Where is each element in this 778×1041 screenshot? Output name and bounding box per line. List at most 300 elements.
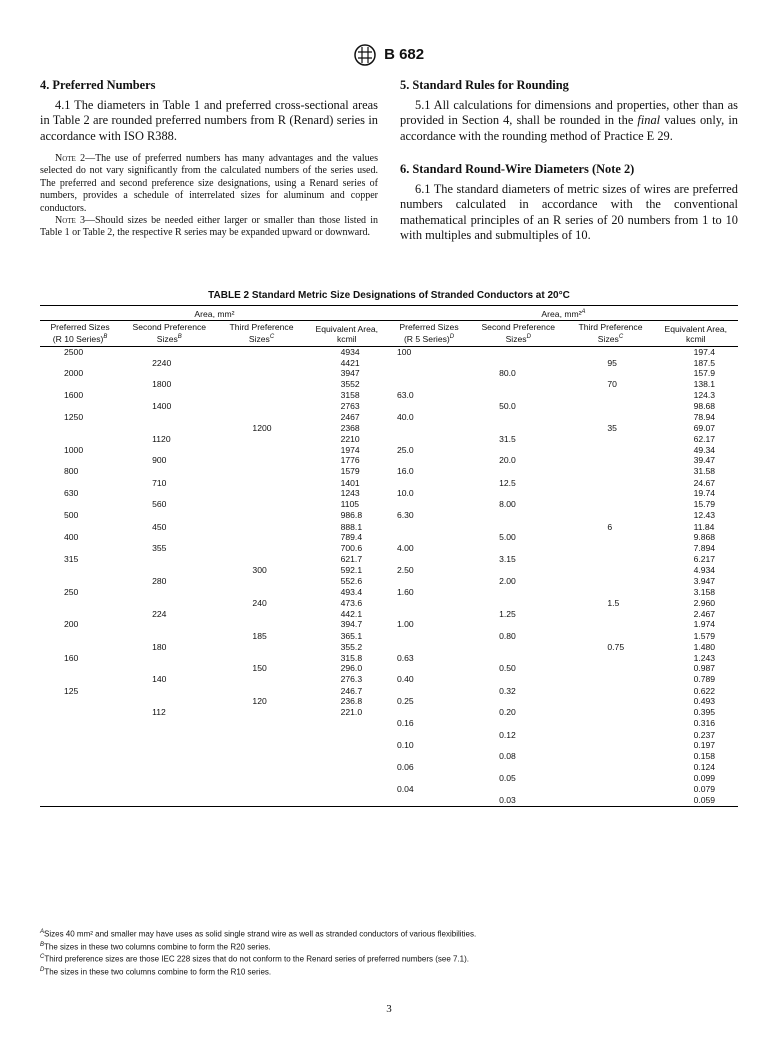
table-cell: 0.622	[693, 685, 716, 696]
table-cell: 8.00	[499, 499, 516, 510]
table-cell	[40, 609, 120, 620]
table-cell	[40, 795, 120, 806]
table-footnotes	[40, 927, 738, 978]
table-cell	[40, 696, 120, 707]
table-cell: 69.07	[693, 423, 716, 433]
table-row	[40, 696, 738, 707]
table-cell	[218, 445, 304, 456]
table-cell	[567, 587, 653, 598]
table-cell	[567, 401, 653, 412]
table-cell	[120, 423, 218, 434]
table-cell	[120, 368, 218, 379]
table-cell: 1.25	[499, 608, 516, 619]
table-cell	[120, 510, 218, 522]
table-row	[40, 631, 738, 642]
table-cell: 394.7	[340, 619, 363, 630]
table-row	[40, 565, 738, 577]
table-cell: 11.84	[693, 521, 715, 532]
table-cell	[120, 598, 218, 609]
right-column	[400, 78, 738, 244]
table-cell	[120, 718, 218, 730]
table-cell: 4934	[340, 346, 360, 357]
table-cell	[567, 499, 653, 510]
col-header-sup: D	[449, 333, 455, 340]
table-cell: 3552	[340, 379, 360, 390]
table-cell	[120, 412, 218, 424]
table-cell	[469, 565, 567, 577]
table-row	[40, 390, 738, 401]
table-cell	[120, 730, 218, 741]
table-cell	[567, 390, 653, 401]
table-cell	[40, 543, 120, 554]
table-cell	[120, 784, 218, 795]
table-cell: 2.50	[396, 564, 414, 575]
table-cell: 0.05	[499, 773, 516, 784]
table-cell: 276.3	[340, 674, 363, 685]
table-cell	[469, 379, 567, 390]
table-cell: 0.25	[396, 696, 414, 707]
table-cell	[120, 390, 218, 401]
section-6-heading: 6. Standard Round-Wire Diameters (Note 2)	[400, 162, 635, 176]
table-cell: 3947	[340, 368, 360, 379]
table-cell	[389, 358, 469, 369]
table-cell: 400	[64, 532, 79, 543]
table-cell: 180	[152, 641, 167, 652]
col-header-sup: C	[269, 333, 275, 340]
table-row	[40, 730, 738, 741]
table-cell	[120, 631, 218, 642]
table-cell: 200	[64, 619, 79, 630]
table-cell: 2000	[64, 368, 84, 379]
table-cell: 49.34	[693, 444, 716, 455]
table-cell: 800	[64, 466, 79, 477]
table-cell: 1400	[152, 400, 172, 411]
col-header	[654, 320, 738, 346]
table-row	[40, 358, 738, 369]
table-cell	[218, 773, 304, 784]
page-number: 3	[386, 1003, 392, 1015]
table-cell	[40, 401, 120, 412]
table-cell: 35	[607, 423, 617, 433]
table-cell	[40, 423, 120, 434]
table-cell: 6	[607, 521, 613, 532]
table-cell	[469, 784, 567, 795]
table-cell	[567, 686, 653, 697]
table-cell	[567, 368, 653, 379]
table-cell	[40, 740, 120, 751]
table-cell: 2763	[340, 400, 360, 411]
table-cell: 3.15	[499, 553, 516, 564]
table-cell	[120, 740, 218, 751]
table-cell: 95	[607, 357, 617, 368]
table-cell	[218, 434, 304, 445]
table-cell: 7.894	[693, 543, 716, 554]
table-cell	[218, 587, 304, 598]
note-2-label: Note 2	[55, 153, 86, 164]
table-cell: 80.0	[499, 368, 516, 379]
table-cell	[120, 696, 218, 707]
table-cell: 0.04	[396, 784, 414, 795]
table-cell	[389, 609, 469, 620]
table-cell	[305, 773, 389, 784]
table-row	[40, 368, 738, 379]
table-cell	[218, 522, 304, 533]
table-cell: 9.868	[693, 532, 716, 543]
table-cell: 0.493	[693, 696, 716, 707]
group-right-label: Area, mm²	[541, 308, 582, 319]
table-cell: 0.80	[499, 630, 516, 641]
table-cell	[40, 434, 120, 445]
table-cell	[305, 795, 389, 806]
table-cell	[305, 740, 389, 751]
table-cell	[40, 762, 120, 774]
table-cell	[389, 576, 469, 587]
table-cell: 0.08	[499, 751, 516, 762]
table-cell	[305, 751, 389, 762]
table-cell: 125	[64, 685, 79, 696]
table-cell: 1.5	[607, 597, 620, 608]
footnote-mark: A	[40, 929, 45, 935]
table-row	[40, 522, 738, 533]
footnote-text: Sizes 40 mm² and smaller may have uses as solid single strand wire as well as stranded conductors of various flexibilities.	[44, 929, 477, 939]
table-cell: 296.0	[340, 663, 363, 674]
table-cell	[469, 510, 567, 522]
table-cell	[218, 554, 304, 565]
table-cell	[40, 773, 120, 784]
table-cell	[389, 686, 469, 697]
section-4-1-paragraph: 4.1 The diameters in Table 1 and preferred cross-sectional areas in Table 2 are rounded preferred numbers from R (Renard) series in accordance with ISO R388.	[40, 97, 378, 143]
table-cell: 1.579	[693, 630, 716, 641]
footnote	[40, 952, 738, 965]
table-cell: 1776	[340, 455, 360, 466]
table-cell	[305, 762, 389, 774]
table-cell: 621.7	[340, 553, 363, 564]
table-cell: 1401	[340, 477, 360, 488]
table-cell: 0.099	[693, 773, 716, 784]
table-row	[40, 499, 738, 510]
table-cell: 1243	[340, 488, 360, 499]
table-cell	[218, 795, 304, 806]
table-cell	[40, 663, 120, 674]
table-cell: 315	[64, 553, 79, 564]
table-cell	[218, 412, 304, 424]
section-5-1-text-a: 5.1 All calculations for dimensions and properties, other than as provided in Section 4, shall be rounded in the	[400, 97, 738, 127]
table-cell: 0.06	[396, 761, 414, 772]
table-cell	[567, 346, 653, 357]
table-row	[40, 401, 738, 412]
table-cell	[389, 379, 469, 390]
table-cell	[567, 445, 653, 456]
table-cell	[469, 587, 567, 598]
table-cell	[469, 423, 567, 434]
table-row	[40, 543, 738, 554]
table-row	[40, 707, 738, 718]
table-cell: 221.0	[340, 707, 363, 718]
table-cell: 1200	[252, 423, 272, 433]
table-cell	[40, 751, 120, 762]
note-3-label: Note 3	[55, 215, 86, 227]
table-cell	[389, 499, 469, 510]
table-cell	[120, 565, 218, 577]
table-cell: 700.6	[340, 543, 363, 554]
table-cell: 2.960	[693, 597, 716, 608]
table-cell	[40, 674, 120, 686]
table-cell	[389, 532, 469, 543]
section-6-1-paragraph: 6.1 The standard diameters of metric sizes of wires are preferred numbers calculated in accordance with the conventional mathematical principles of an R series of 20 numbers from 1 to 10 with multiples and submultiples of 10.	[400, 181, 738, 242]
table-cell: 1105	[340, 499, 360, 510]
table-cell: 500	[64, 510, 79, 521]
table-cell: 15.79	[693, 499, 716, 510]
table-cell: 0.316	[693, 718, 716, 729]
table-cell	[567, 576, 653, 587]
table-cell: 70	[607, 379, 617, 390]
footnote-mark: B	[40, 941, 45, 948]
table-cell: 39.47	[693, 455, 716, 466]
table-cell: 1250	[64, 411, 84, 422]
table-cell	[218, 740, 304, 751]
table-cell: 6.217	[693, 553, 716, 564]
table-cell	[567, 543, 653, 554]
table-cell: 112	[152, 707, 166, 718]
table-cell: 24.67	[693, 477, 716, 488]
table-cell: 246.7	[340, 685, 363, 696]
table-cell	[469, 696, 567, 707]
table-cell	[218, 488, 304, 499]
table-cell	[567, 565, 653, 577]
table-cell	[567, 762, 653, 774]
table-cell	[218, 346, 304, 357]
table-cell: 31.58	[693, 466, 716, 477]
table-cell: 3158	[340, 389, 360, 400]
table-cell: 473.6	[340, 597, 363, 608]
table-cell	[567, 554, 653, 565]
table-row	[40, 663, 738, 674]
footnote-mark: D	[40, 966, 45, 973]
table-row	[40, 653, 738, 664]
table-cell: 0.395	[693, 707, 716, 718]
page-header	[0, 44, 778, 66]
table-row	[40, 795, 738, 806]
table-cell	[218, 674, 304, 686]
table-cell	[567, 434, 653, 445]
table-cell	[567, 718, 653, 730]
table-cell: 1974	[340, 444, 360, 455]
table-body	[40, 346, 738, 806]
table-cell	[389, 401, 469, 412]
table-cell: 78.94	[693, 411, 716, 422]
table-cell: 19.74	[693, 488, 716, 499]
table-cell	[218, 499, 304, 510]
table-cell	[218, 730, 304, 741]
table-cell	[120, 773, 218, 784]
table-cell	[218, 609, 304, 620]
table-cell	[567, 674, 653, 686]
col-header	[305, 320, 389, 346]
table-cell	[567, 707, 653, 718]
table-cell	[567, 663, 653, 674]
table-cell	[389, 663, 469, 674]
table-cell: 1600	[64, 389, 84, 400]
table-cell: 0.059	[654, 795, 738, 806]
table-cell: 160	[64, 652, 79, 663]
table-cell	[469, 598, 567, 609]
table-cell	[469, 718, 567, 730]
col-header-line: Preferred Sizes	[399, 321, 459, 332]
table-cell	[218, 784, 304, 795]
table-cell	[469, 653, 567, 664]
table-cell: 98.68	[693, 400, 716, 411]
table-row	[40, 642, 738, 653]
section-5-heading: 5. Standard Rules for Rounding	[400, 78, 569, 92]
table-cell	[218, 455, 304, 466]
table-cell: 789.4	[340, 532, 363, 543]
table-cell	[389, 554, 469, 565]
table-cell	[40, 379, 120, 390]
table-cell: 710	[152, 477, 167, 488]
table-cell	[567, 773, 653, 784]
table-cell: 552.6	[340, 576, 363, 587]
table-cell	[567, 455, 653, 466]
table-cell: 12.5	[499, 477, 516, 488]
table-row	[40, 510, 738, 522]
table-cell: 0.20	[499, 707, 516, 718]
table-row	[40, 686, 738, 697]
table-cell: 224	[152, 608, 167, 619]
table-cell	[567, 751, 653, 762]
table-cell	[120, 686, 218, 697]
table-cell: 5.00	[499, 532, 516, 543]
table-cell	[567, 696, 653, 707]
note-2-text: —The use of preferred numbers has many advantages and the values selected do not vary significantly from the calculated numbers of the series used. The preferred and second preference size designations, using a Renard series of numbers, provides a schedule of interrelated sizes for aluminum and copper conductors.	[40, 153, 378, 214]
table-cell	[218, 576, 304, 587]
table-row	[40, 587, 738, 598]
table-row	[40, 619, 738, 631]
table-row	[40, 445, 738, 456]
col-header-line: Second Preference	[132, 321, 207, 332]
table-cell	[389, 751, 469, 762]
table-row	[40, 762, 738, 774]
table-cell	[40, 358, 120, 369]
table-row	[40, 576, 738, 587]
metric-sizes-table	[40, 305, 738, 807]
table-cell: 50.0	[499, 400, 516, 411]
col-header-line: Second Preference	[481, 321, 556, 332]
col-header-line: kcmil	[336, 333, 357, 344]
table-cell: 40.0	[396, 411, 414, 422]
group-left-label: Area, mm²	[194, 308, 235, 319]
table-cell: 63.0	[396, 389, 414, 400]
table-row	[40, 532, 738, 543]
col-header-sup: C	[618, 333, 624, 340]
table-row	[40, 554, 738, 565]
table-cell: 0.10	[396, 740, 414, 751]
table-cell	[218, 478, 304, 489]
table-cell: 442.1	[340, 608, 363, 619]
table-cell: 0.079	[693, 784, 716, 795]
table-cell: 888.1	[340, 521, 363, 532]
table-cell	[567, 631, 653, 642]
table-cell: 1.974	[693, 619, 716, 630]
table-cell: 450	[152, 521, 167, 532]
table-cell: 592.1	[340, 564, 363, 575]
table-cell: 1000	[64, 444, 84, 455]
col-header-line: Equivalent Area,	[315, 323, 379, 334]
table-cell	[389, 455, 469, 466]
table-cell	[218, 401, 304, 412]
table-cell: 100	[396, 346, 412, 357]
col-header-sup: D	[526, 333, 531, 340]
table-cell	[305, 730, 389, 741]
table-cell	[389, 795, 469, 806]
table-cell: 280	[152, 576, 167, 587]
table-cell	[120, 466, 218, 478]
table-cell: 355	[152, 543, 167, 554]
table-cell	[389, 707, 469, 718]
table-cell: 0.50	[499, 663, 516, 674]
table-cell: 150	[252, 663, 267, 674]
table-cell	[40, 718, 120, 730]
table-cell: 2368	[340, 423, 360, 433]
table-cell	[567, 730, 653, 741]
table-cell	[469, 445, 567, 456]
col-header-line: (R 5 Series)	[403, 333, 450, 344]
table-cell	[218, 532, 304, 543]
table-cell	[469, 412, 567, 424]
table-cell	[120, 346, 218, 357]
table-cell: 1.243	[693, 652, 716, 663]
table-cell	[389, 434, 469, 445]
table-row	[40, 784, 738, 795]
table-cell	[389, 598, 469, 609]
table-cell	[218, 510, 304, 522]
table-cell	[389, 773, 469, 784]
table-cell: 630	[64, 488, 79, 499]
table-cell: 120	[252, 696, 267, 707]
table-cell: 0.16	[396, 718, 414, 729]
table-cell	[40, 522, 120, 533]
table-cell: 138.1	[693, 379, 716, 390]
table-cell	[40, 631, 120, 642]
table-cell	[389, 423, 469, 434]
table-cell	[218, 466, 304, 478]
table-cell: 0.987	[693, 663, 716, 674]
table-cell	[40, 565, 120, 577]
table-cell: 31.5	[499, 433, 516, 444]
table-cell: 355.2	[340, 641, 363, 652]
footnote	[40, 965, 738, 978]
table-cell	[469, 346, 567, 357]
table-row	[40, 674, 738, 686]
table-cell	[218, 379, 304, 390]
table-cell	[40, 707, 120, 718]
section-4-heading: 4. Preferred Numbers	[40, 78, 156, 92]
table-cell: 493.4	[340, 587, 363, 598]
table-cell	[120, 554, 218, 565]
col-header	[40, 320, 120, 346]
table-cell: 0.12	[499, 729, 516, 740]
table-cell	[469, 762, 567, 774]
table-cell: 300	[252, 564, 267, 575]
table-cell	[567, 488, 653, 499]
table-cell: 560	[152, 499, 167, 510]
table-cell: 1579	[340, 466, 360, 477]
table-cell	[120, 795, 218, 806]
col-header-line: (R 10 Series)	[52, 333, 104, 344]
table-cell: 900	[152, 455, 167, 466]
table-cell: 4.00	[396, 543, 414, 554]
table-cell	[40, 642, 120, 653]
table-cell: 0.237	[693, 729, 716, 740]
